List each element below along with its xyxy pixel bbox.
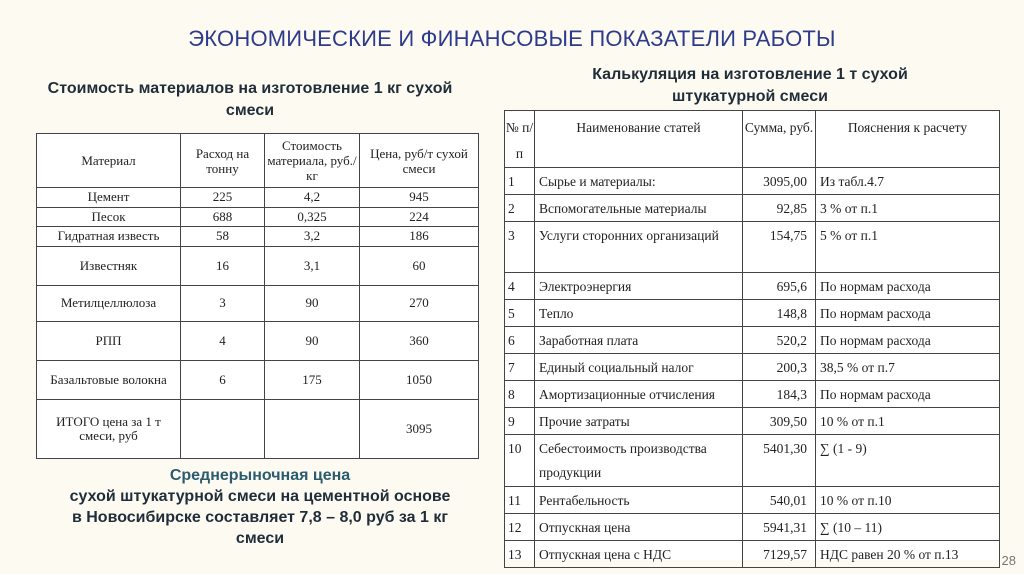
calculation-cell: Отпускная цена с НДС <box>535 541 743 568</box>
calculation-row <box>505 354 1000 381</box>
calculation-cell: По нормам расхода <box>816 273 1000 300</box>
calculation-cell: 3095,00 <box>743 168 816 195</box>
materials-cell: РПП <box>37 322 181 361</box>
calculation-cell: 154,75 <box>743 222 816 273</box>
market-price-line: Среднерыночная цена <box>169 467 351 484</box>
calculation-cell: 4 <box>505 273 535 300</box>
calculation-row <box>505 222 1000 273</box>
calculation-cell: Рентабельность <box>535 487 743 514</box>
calculation-cell: 3 % от п.1 <box>816 195 1000 222</box>
materials-cell: 16 <box>181 246 265 285</box>
materials-cell: 4 <box>181 322 265 361</box>
calculation-cell: 1 <box>505 168 535 195</box>
calculation-cell: Вспомогательные материалы <box>535 195 743 222</box>
slide-title: ЭКОНОМИЧЕСКИЕ И ФИНАНСОВЫЕ ПОКАЗАТЕЛИ РАБОТЫ <box>188 26 836 51</box>
calculation-cell: Прочие затраты <box>535 408 743 435</box>
materials-header-cell: Цена, руб/т сухой смеси <box>360 134 479 188</box>
calculation-row <box>505 300 1000 327</box>
materials-row <box>37 188 479 208</box>
calculation-cell: НДС равен 20 % от п.13 <box>816 541 1000 568</box>
calculation-cell: 11 <box>505 487 535 514</box>
materials-row <box>37 246 479 285</box>
materials-cell: 6 <box>181 361 265 400</box>
materials-cell: ИТОГО цена за 1 т смеси, руб <box>37 400 181 459</box>
materials-cell: 225 <box>181 188 265 208</box>
calculation-cell: Тепло <box>535 300 743 327</box>
calculation-row <box>505 541 1000 568</box>
calculation-cell: 2 <box>505 195 535 222</box>
calculation-cell: ∑ (10 – 11) <box>816 514 1000 541</box>
materials-cell: 3,1 <box>265 246 360 285</box>
calculation-cell: 92,85 <box>743 195 816 222</box>
calculation-cell: 8 <box>505 381 535 408</box>
materials-cell: Известняк <box>37 246 181 285</box>
calculation-row <box>505 435 1000 487</box>
calculation-cell: 10 % от п.1 <box>816 408 1000 435</box>
calculation-cell: 10 % от п.10 <box>816 487 1000 514</box>
calculation-row <box>505 408 1000 435</box>
page-number: 28 <box>1001 553 1016 568</box>
materials-cell: 3,2 <box>265 227 360 247</box>
materials-cell: 175 <box>265 361 360 400</box>
calculation-row <box>505 168 1000 195</box>
calculation-cell: По нормам расхода <box>816 300 1000 327</box>
materials-row <box>37 207 479 227</box>
calculation-row <box>505 195 1000 222</box>
materials-row <box>37 322 479 361</box>
materials-row <box>37 400 479 459</box>
materials-cell: 58 <box>181 227 265 247</box>
calculation-row <box>505 514 1000 541</box>
calculation-cell: 7 <box>505 354 535 381</box>
materials-cell: 0,325 <box>265 207 360 227</box>
calculation-cell: 540,01 <box>743 487 816 514</box>
materials-cell: Гидратная известь <box>37 227 181 247</box>
calculation-cell: 5 <box>505 300 535 327</box>
calculation-cell: Себестоимость производства продукции <box>535 435 743 487</box>
calculation-cell: 309,50 <box>743 408 816 435</box>
materials-row <box>37 285 479 322</box>
materials-heading: Стоимость материалов на изготовление 1 кг сухой смеси <box>47 80 453 119</box>
calculation-table <box>504 110 1000 568</box>
calculation-cell: 148,8 <box>743 300 816 327</box>
calculation-cell: Единый социальный налог <box>535 354 743 381</box>
materials-cell: Песок <box>37 207 181 227</box>
materials-cell: Метилцеллюлоза <box>37 285 181 322</box>
calculation-heading: Калькуляция на изготовление 1 т сухой штукатурной смеси <box>592 66 908 105</box>
calculation-cell: Отпускная цена <box>535 514 743 541</box>
calculation-cell: По нормам расхода <box>816 327 1000 354</box>
materials-cell <box>265 400 360 459</box>
materials-cell: 60 <box>360 246 479 285</box>
calculation-row <box>505 487 1000 514</box>
calculation-cell: 13 <box>505 541 535 568</box>
materials-header-cell: Расход на тонну <box>181 134 265 188</box>
calculation-cell: 5 % от п.1 <box>816 222 1000 273</box>
calculation-cell: Электроэнергия <box>535 273 743 300</box>
calculation-table-scan <box>504 110 999 560</box>
calculation-cell: Услуги сторонних организаций <box>535 222 743 273</box>
materials-cell <box>181 400 265 459</box>
materials-cell: 90 <box>265 322 360 361</box>
calculation-cell: 10 <box>505 435 535 487</box>
calculation-cell: 38,5 % от п.7 <box>816 354 1000 381</box>
calculation-cell: 6 <box>505 327 535 354</box>
materials-cell: 186 <box>360 227 479 247</box>
calculation-cell: ∑ (1 - 9) <box>816 435 1000 487</box>
calculation-cell: 5941,31 <box>743 514 816 541</box>
calculation-cell: 184,3 <box>743 381 816 408</box>
calculation-cell: 12 <box>505 514 535 541</box>
market-price-line: сухой штукатурной смеси на цементной основе <box>69 488 451 505</box>
calculation-row <box>505 381 1000 408</box>
market-price-note <box>30 465 490 549</box>
calculation-cell: 200,3 <box>743 354 816 381</box>
materials-cell: 224 <box>360 207 479 227</box>
materials-cell: 270 <box>360 285 479 322</box>
materials-row <box>37 227 479 247</box>
calculation-cell: 5401,30 <box>743 435 816 487</box>
materials-cell: 360 <box>360 322 479 361</box>
calculation-header-cell: Сумма, руб. <box>743 111 816 168</box>
calculation-header-cell: № п/п <box>505 111 535 168</box>
materials-header-cell: Материал <box>37 134 181 188</box>
calculation-row <box>505 327 1000 354</box>
materials-table <box>36 133 479 459</box>
materials-header-cell: Стоимость материала, руб./кг <box>265 134 360 188</box>
calculation-header-cell: Наименование статей <box>535 111 743 168</box>
materials-cell: 945 <box>360 188 479 208</box>
calculation-cell: 9 <box>505 408 535 435</box>
materials-table-scan <box>36 133 478 459</box>
calculation-cell: Амортизационные отчисления <box>535 381 743 408</box>
calculation-cell: Заработная плата <box>535 327 743 354</box>
calculation-cell: 3 <box>505 222 535 273</box>
materials-cell: 3 <box>181 285 265 322</box>
materials-cell: Базальтовые волокна <box>37 361 181 400</box>
materials-cell: 3095 <box>360 400 479 459</box>
materials-cell: 688 <box>181 207 265 227</box>
materials-row <box>37 361 479 400</box>
calculation-row <box>505 273 1000 300</box>
materials-cell: 4,2 <box>265 188 360 208</box>
calculation-cell: 7129,57 <box>743 541 816 568</box>
calculation-cell: По нормам расхода <box>816 381 1000 408</box>
calculation-cell: 695,6 <box>743 273 816 300</box>
materials-cell: 90 <box>265 285 360 322</box>
market-price-line: в Новосибирске составляет 7,8 – 8,0 руб за 1 кг <box>71 509 449 526</box>
calculation-cell: 520,2 <box>743 327 816 354</box>
calculation-header-cell: Пояснения к расчету <box>816 111 1000 168</box>
calculation-cell: Сырье и материалы: <box>535 168 743 195</box>
calculation-cell: Из табл.4.7 <box>816 168 1000 195</box>
market-price-line: смеси <box>235 530 285 547</box>
materials-cell: Цемент <box>37 188 181 208</box>
materials-cell: 1050 <box>360 361 479 400</box>
